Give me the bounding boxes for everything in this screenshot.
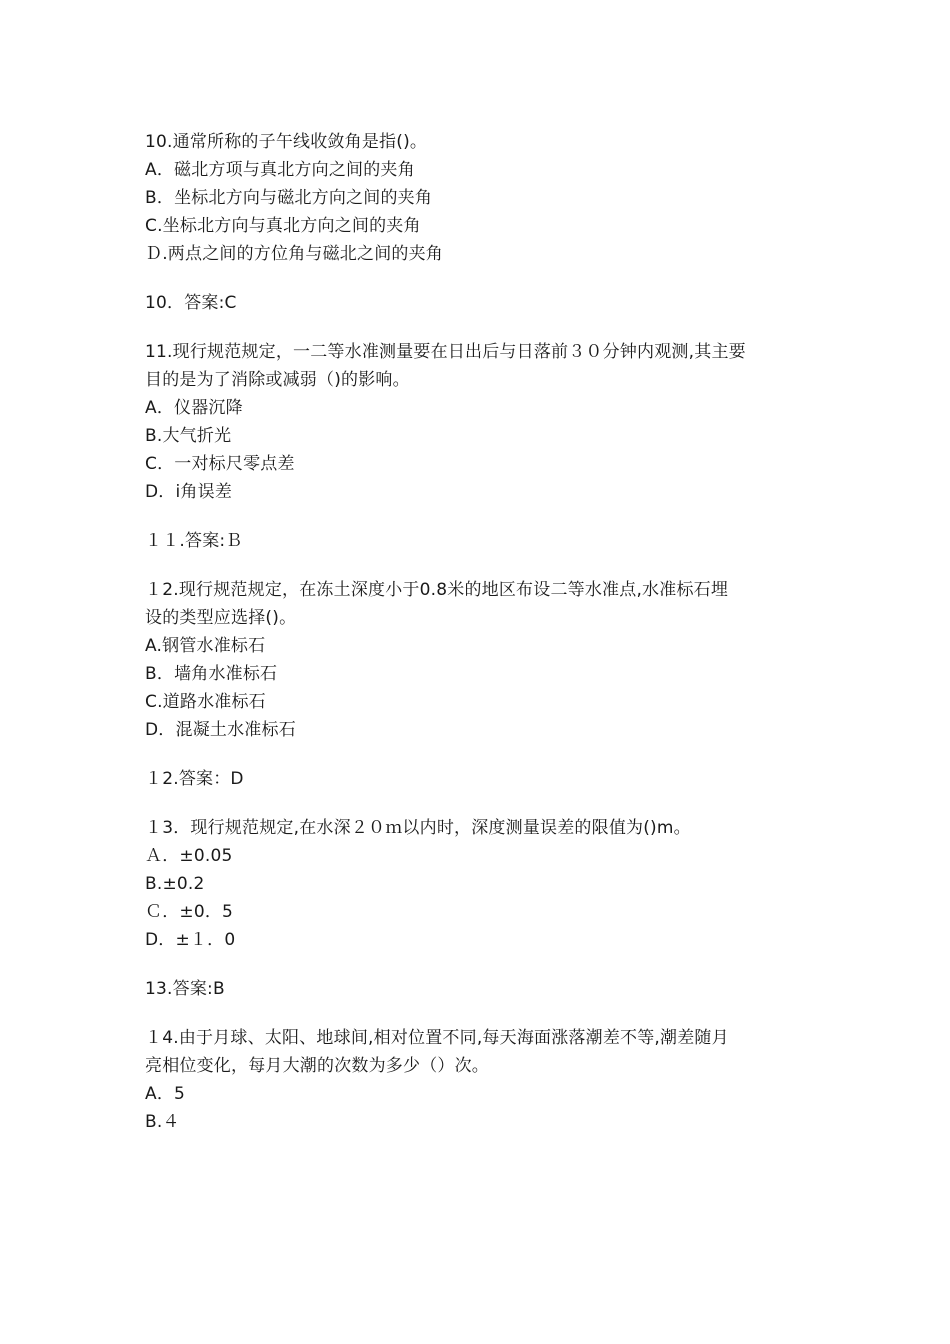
spacer xyxy=(145,1003,825,1024)
spacer xyxy=(145,954,825,975)
option-a: A．仪器沉降 xyxy=(145,398,243,418)
answer-11: １１.答案:Ｂ xyxy=(145,531,243,551)
option-c: C．一对标尺零点差 xyxy=(145,454,295,474)
option-c: Ｃ．±0．5 xyxy=(145,902,234,922)
spacer xyxy=(145,744,825,765)
answer-13: 13.答案:B xyxy=(145,979,225,999)
option-d: D．混凝土水准标石 xyxy=(145,720,296,740)
option-d: D．±１．0 xyxy=(145,930,236,950)
spacer xyxy=(145,268,825,289)
spacer xyxy=(145,317,825,338)
question-stem: １2.现行规范规定，在冻土深度小于0.8米的地区布设二等水准点,水准标石埋 xyxy=(145,580,729,600)
option-c: C.坐标北方向与真北方向之间的夹角 xyxy=(145,216,421,236)
option-b: B.大气折光 xyxy=(145,426,232,446)
option-a: A．5 xyxy=(145,1084,186,1104)
question-10 xyxy=(145,128,825,268)
option-b: B．墙角水准标石 xyxy=(145,664,278,684)
question-stem-cont: 亮相位变化，每月大潮的次数为多少（）次。 xyxy=(145,1056,489,1076)
question-stem: １3．现行规范规定,在水深２０ｍ以内时，深度测量误差的限值为()m。 xyxy=(145,818,691,838)
spacer xyxy=(145,793,825,814)
question-stem-cont: 目的是为了消除或减弱（)的影响。 xyxy=(145,370,410,390)
option-a: Ａ．±0.05 xyxy=(145,846,233,866)
spacer xyxy=(145,506,825,527)
spacer xyxy=(145,555,825,576)
option-b: B．坐标北方向与磁北方向之间的夹角 xyxy=(145,188,433,208)
option-c: C.道路水准标石 xyxy=(145,692,266,712)
question-stem: １4.由于月球、太阳、地球间,相对位置不同,每天海面涨落潮差不等,潮差随月 xyxy=(145,1028,729,1048)
option-d: Ｄ.两点之间的方位角与磁北之间的夹角 xyxy=(145,244,444,264)
question-stem: 11.现行规范规定，一二等水准测量要在日出后与日落前３０分钟内观测,其主要 xyxy=(145,342,746,362)
option-b: B.４ xyxy=(145,1112,180,1132)
document-body xyxy=(145,128,825,1136)
question-13 xyxy=(145,814,825,954)
answer-12: １2.答案：D xyxy=(145,769,244,789)
question-14 xyxy=(145,1024,825,1136)
question-11 xyxy=(145,338,825,506)
answer-10: 10．答案:C xyxy=(145,293,237,313)
option-b: B.±0.2 xyxy=(145,874,205,894)
option-a: A．磁北方项与真北方向之间的夹角 xyxy=(145,160,415,180)
question-stem-cont: 设的类型应选择()。 xyxy=(145,608,297,628)
option-a: A.钢管水准标石 xyxy=(145,636,266,656)
question-12 xyxy=(145,576,825,744)
option-d: D．i角误差 xyxy=(145,482,233,502)
question-stem: 10.通常所称的子午线收敛角是指()。 xyxy=(145,132,428,152)
